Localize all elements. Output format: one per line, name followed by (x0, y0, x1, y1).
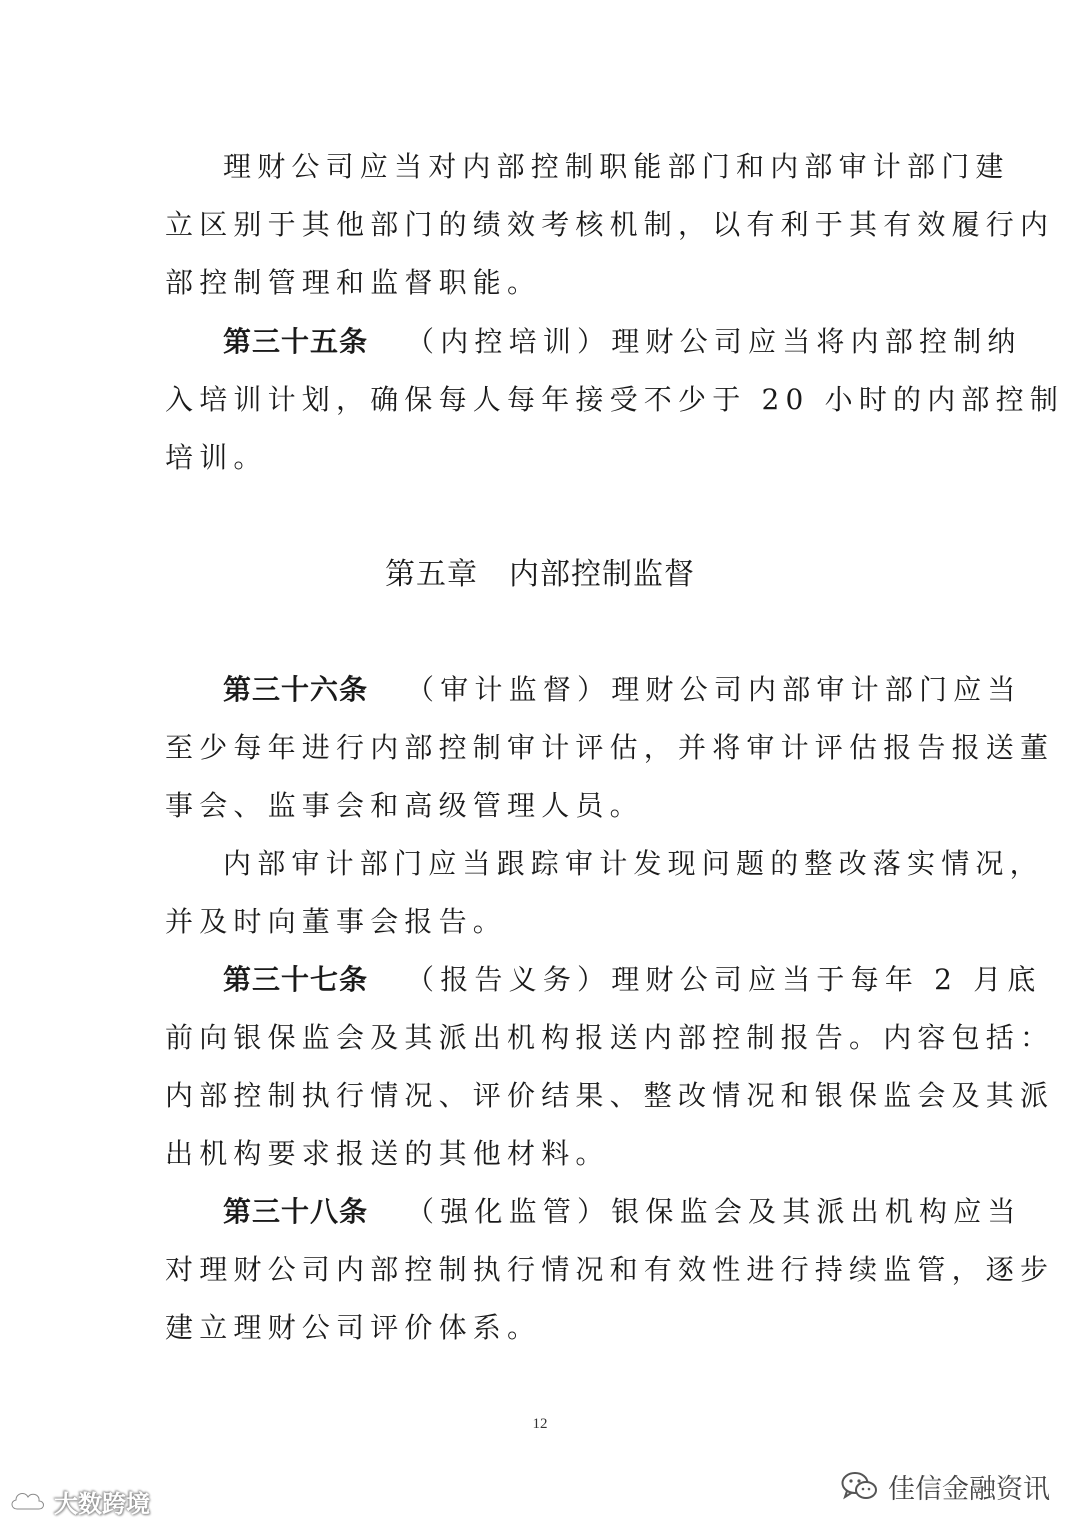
text-line (165, 661, 1022, 719)
article-35 (165, 313, 1065, 487)
text-line: 对理财公司内部控制执行情况和有效性进行持续监管，逐步 (165, 1253, 1055, 1286)
text-line: 事会、监事会和高级管理人员。 (165, 789, 644, 822)
text-line (165, 951, 1042, 1009)
text-line: 前向银保监会及其派出机构报送内部控制报告。内容包括： (165, 1021, 1055, 1054)
text-line: 部控制管理和监督职能。 (165, 266, 542, 299)
cloud-logo-icon (8, 1487, 48, 1515)
text-line: 培训。 (165, 441, 268, 474)
article-36 (165, 661, 1055, 835)
article-38 (165, 1183, 1055, 1357)
article-text: （报告义务）理财公司应当于每年 2 月底 (406, 963, 1042, 996)
text-line: 理财公司应当对内部控制职能部门和内部审计部门建 (223, 150, 1010, 183)
page-number: 12 (532, 1416, 548, 1432)
site-watermark (8, 1484, 150, 1518)
text-line (165, 1183, 1022, 1241)
text-line (165, 313, 1022, 371)
chapter-heading: 第五章 内部控制监督 (385, 557, 695, 592)
wechat-watermark (840, 1466, 1050, 1506)
text-line: 至少每年进行内部控制审计评估，并将审计评估报告报送董 (165, 731, 1055, 764)
text-line: 建立理财公司评价体系。 (165, 1311, 542, 1344)
site-watermark-text: 大数跨境 (54, 1489, 150, 1518)
text-line: 立区别于其他部门的绩效考核机制，以有利于其有效履行内 (165, 208, 1055, 241)
text-line: 出机构要求报送的其他材料。 (165, 1137, 610, 1170)
text-line: 内部审计部门应当跟踪审计发现问题的整改落实情况， (223, 847, 1044, 880)
text-line: 并及时向董事会报告。 (165, 905, 508, 938)
article-number: 第三十七条 (223, 963, 369, 996)
text-line: 内部控制执行情况、评价结果、整改情况和银保监会及其派 (165, 1079, 1055, 1112)
article-number: 第三十六条 (223, 673, 369, 706)
article-text: （强化监管）银保监会及其派出机构应当 (406, 1195, 1022, 1228)
article-37 (165, 951, 1055, 1183)
wechat-account-name: 佳信金融资讯 (888, 1473, 1050, 1505)
text-line: 入培训计划，确保每人每年接受不少于 20 小时的内部控制 (165, 383, 1065, 416)
article-number: 第三十八条 (223, 1195, 369, 1228)
article-number: 第三十五条 (223, 325, 369, 358)
paragraph (165, 138, 1055, 312)
wechat-icon (840, 1470, 878, 1502)
article-text: （内控培训）理财公司应当将内部控制纳 (406, 325, 1022, 358)
article-text: （审计监督）理财公司内部审计部门应当 (406, 673, 1022, 706)
paragraph (165, 835, 1044, 951)
